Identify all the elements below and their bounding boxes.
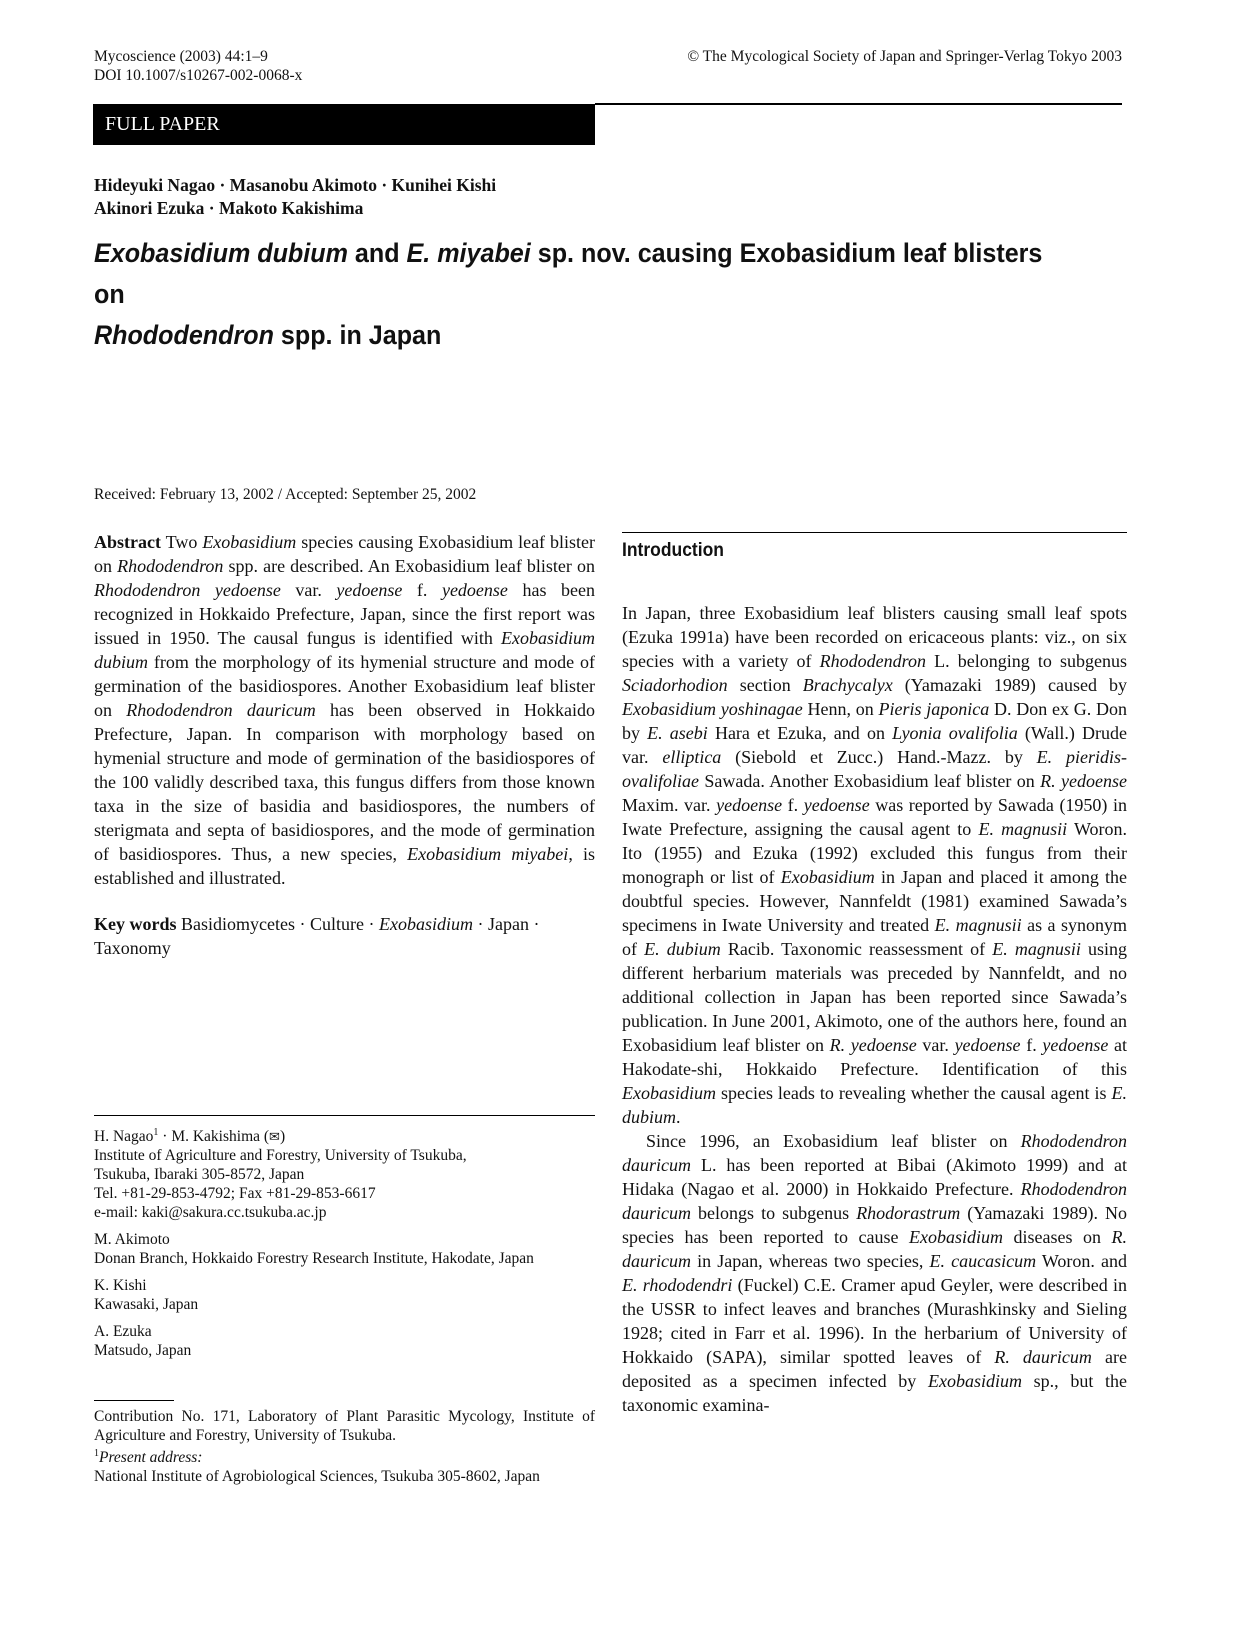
present-label: Present address: xyxy=(99,1449,203,1467)
abstract-text: Exobasidium dubium xyxy=(94,628,595,672)
introduction-text: E. dubium xyxy=(644,939,721,959)
introduction-text: E. dubium xyxy=(622,1083,1127,1127)
introduction-text: Exobasidium xyxy=(908,1227,1003,1247)
introduction-text: Sawada. Another Exobasidium leaf blister on xyxy=(698,771,1041,791)
affiliation-names xyxy=(94,1123,595,1146)
abstract-text: f. xyxy=(402,580,442,600)
introduction-text: Brachycalyx xyxy=(802,675,893,695)
abstract-text: yedoense xyxy=(441,580,508,600)
abstract-text: Exobasidium xyxy=(202,532,297,552)
introduction-text: Exobasidium xyxy=(622,1083,716,1103)
introduction-text: L. has been reported at Bibai (Akimoto 1999) and at Hidaka (Nagao et al. 2000) in Hokkaido Prefecture. xyxy=(622,1155,1127,1199)
introduction-text: as a synonym of xyxy=(622,915,1127,959)
present-address: National Institute of Agrobiological Sciences, Tsukuba 305-8602, Japan xyxy=(94,1467,540,1485)
present-address-label xyxy=(94,1445,595,1468)
contribution-text: Contribution No. 171, Laboratory of Plant Parasitic Mycology, Institute of Agriculture and Forestry, University of Tsukuba. xyxy=(94,1408,595,1444)
abstract-text: Two xyxy=(160,532,203,552)
abstract-label: Abstract xyxy=(94,532,161,552)
introduction-body xyxy=(622,601,1127,1417)
introduction-text: diseases on xyxy=(1002,1227,1112,1247)
introduction-text: Rhododendron xyxy=(819,651,926,671)
introduction-text: D. Don ex G. Don by xyxy=(622,699,1127,743)
journal-citation: Mycoscience (2003) 44:1–9 xyxy=(94,48,268,65)
section-rule xyxy=(622,532,1127,533)
introduction-text: E. magnusii xyxy=(978,819,1068,839)
abstract-text: Rhododendron yedoense xyxy=(94,580,281,600)
introduction-text: E. magnusii xyxy=(934,915,1022,935)
institution: Donan Branch, Hokkaido Forestry Research Institute, Hakodate, Japan xyxy=(94,1250,534,1268)
introduction-text: Since 1996, an Exobasidium leaf blister on xyxy=(646,1131,1021,1151)
introduction-text: Rhodorastrum xyxy=(856,1203,961,1223)
affiliation-nagao-kakishima xyxy=(94,1123,595,1222)
copyright: © The Mycological Society of Japan and Springer-Verlag Tokyo 2003 xyxy=(687,48,1122,65)
authors-line-2: Akinori Ezuka · Makoto Kakishima xyxy=(94,198,364,218)
abstract xyxy=(94,530,595,890)
introduction-text: f. xyxy=(1020,1035,1043,1055)
author-list xyxy=(94,174,496,220)
introduction-text: (Siebold et Zucc.) Hand.-Mazz. by xyxy=(721,747,1037,767)
title-part: and xyxy=(347,238,407,268)
address: Tsukuba, Ibaraki 305-8572, Japan xyxy=(94,1166,305,1184)
affiliations xyxy=(94,1123,595,1368)
abstract-text: yedoense xyxy=(336,580,403,600)
keywords-text: Basidiomycetes · Culture · xyxy=(176,914,379,934)
affiliation-akimoto xyxy=(94,1230,595,1268)
abstract-text: Rhododendron dauricum xyxy=(126,700,316,720)
author-name: K. Kishi xyxy=(94,1277,147,1295)
affiliation-kishi xyxy=(94,1276,595,1314)
introduction-text: E. magnusii xyxy=(992,939,1081,959)
introduction-text: Exobasidium xyxy=(927,1371,1022,1391)
keywords-text: · Japan · Taxonomy xyxy=(94,914,540,958)
introduction-text: was reported by Sawada (1950) in Iwate Prefecture, assigning the causal agent to xyxy=(622,795,1127,839)
abstract-text: , is established and illustrated. xyxy=(94,844,595,888)
abstract-text: has been recognized in Hokkaido Prefecture, Japan, since the first report was issued in 1950. The causal fungus is identified with xyxy=(94,580,595,648)
author-name: A. Ezuka xyxy=(94,1323,152,1341)
introduction-text: Racib. Taxonomic reassessment of xyxy=(720,939,993,959)
introduction-text: yedoense xyxy=(716,795,783,815)
introduction-text: in Japan, whereas two species, xyxy=(691,1251,930,1271)
footnote-mark: 1 xyxy=(94,1448,99,1459)
phone-fax: Tel. +81-29-853-4792; Fax +81-29-853-6617 xyxy=(94,1185,376,1203)
abstract-text: spp. are described. An Exobasidium leaf blister on xyxy=(223,556,595,576)
envelope-icon: ✉ xyxy=(269,1129,280,1145)
introduction-text: R. dauricum xyxy=(622,1227,1127,1271)
keywords-label: Key words xyxy=(94,914,177,934)
introduction-text: sp., but the taxonomic examina- xyxy=(622,1371,1127,1415)
abstract-text: species causing Exobasidium leaf blister on xyxy=(94,532,595,576)
affiliation-ezuka xyxy=(94,1322,595,1360)
introduction-text: (Yamazaki 1989). No species has been reported to cause xyxy=(622,1203,1127,1247)
paper-title xyxy=(94,233,1043,356)
introduction-text: yedoense xyxy=(954,1035,1021,1055)
paren: ) xyxy=(279,1128,286,1146)
authors-line-1: Hideyuki Nagao · Masanobu Akimoto · Kunihei Kishi xyxy=(94,175,497,195)
author-name: H. Nagao xyxy=(94,1128,154,1146)
abstract-text: from the morphology of its hymenial structure and mode of germination of the basidiospores. Another Exobasidium leaf blister on xyxy=(94,652,595,720)
introduction-text: (Yamazaki 1989) caused by xyxy=(892,675,1127,695)
keywords xyxy=(94,912,595,960)
introduction-text: R. dauricum xyxy=(994,1347,1092,1367)
affiliation-rule xyxy=(94,1115,595,1116)
introduction-text: Henn, on xyxy=(802,699,879,719)
author-name: · M. Kakishima ( xyxy=(158,1128,270,1146)
introduction-text: var. xyxy=(916,1035,955,1055)
introduction-text: Sciadorhodion xyxy=(622,675,728,695)
footnote-rule xyxy=(94,1400,174,1401)
introduction-text: yedoense xyxy=(803,795,870,815)
introduction-text: in Japan and placed it among the doubtful species. However, Nannfeldt (1981) examined Sawada’s specimens in Iwate University and treated xyxy=(622,867,1127,935)
introduction-text: at Hakodate-shi, Hokkaido Prefecture. Identification of this xyxy=(622,1035,1127,1079)
footnote-mark: 1 xyxy=(153,1127,159,1138)
title-part: Exobasidium dubium xyxy=(94,238,348,268)
introduction-text: E. caucasicum xyxy=(929,1251,1037,1271)
introduction-text: (Wall.) Drude var. xyxy=(622,723,1127,767)
author-name: M. Akimoto xyxy=(94,1231,170,1249)
introduction-text: species leads to revealing whether the causal agent is xyxy=(716,1083,1112,1103)
introduction-text: E. pieridis-ovalifoliae xyxy=(622,747,1127,791)
contribution-note xyxy=(94,1408,595,1486)
introduction-text: Exobasidium xyxy=(780,867,875,887)
title-part: E. miyabei xyxy=(406,238,531,268)
introduction-paragraph-2 xyxy=(622,1129,1127,1417)
introduction-text: Woron. Ito (1955) and Ezuka (1992) excluded this fungus from their monograph or list of xyxy=(622,819,1127,887)
introduction-text: R. yedoense xyxy=(1040,771,1127,791)
introduction-text: Pieris japonica xyxy=(878,699,990,719)
institution: Institute of Agriculture and Forestry, University of Tsukuba, xyxy=(94,1147,467,1165)
introduction-text: Lyonia ovalifolia xyxy=(892,723,1018,743)
introduction-paragraph-1 xyxy=(622,601,1127,1129)
introduction-text: elliptica xyxy=(662,747,722,767)
abstract-text: Rhododendron xyxy=(117,556,224,576)
location: Kawasaki, Japan xyxy=(94,1296,199,1314)
introduction-text: are deposited as a specimen infected by xyxy=(622,1347,1127,1391)
introduction-text: section xyxy=(727,675,803,695)
introduction-text: using different herbarium materials was preceded by Nannfeldt, and no additional collection in Japan has been reported since Sawada’s publication. In June 2001, Akimoto, one of the authors here, found an Exobasidium leaf blister on xyxy=(622,939,1127,1055)
abstract-text: has been observed in Hokkaido Prefecture, Japan. In comparison with morphology based on hymenial structure and mode of germination of the basidiospores of the 100 validly described taxa, this fungus differs from those known taxa in the size of basidia and basidiospores, the numbers of sterigmata and septa of basidiospores, and the mode of germination of basidiospores. Thus, a new species, xyxy=(94,700,595,864)
introduction-text: (Fuckel) C.E. Cramer apud Geyler, were described in the USSR to infect leaves and branches (Murashkinsky and Sieling 1928; cited in Farr et al. 1996). In the herbarium of University of Hokkaido (SAPA), similar spotted leaves of xyxy=(622,1275,1128,1367)
title-part: Rhododendron xyxy=(94,320,274,350)
title-part: sp. nov. causing Exobasidium leaf blisters on xyxy=(94,238,1043,309)
email: e-mail: kaki@sakura.cc.tsukuba.ac.jp xyxy=(94,1204,327,1222)
abstract-text: Exobasidium miyabei xyxy=(407,844,569,864)
introduction-text: E. asebi xyxy=(647,723,708,743)
title-part: spp. in Japan xyxy=(273,320,442,350)
introduction-text: f. xyxy=(782,795,804,815)
introduction-text: Maxim. var. xyxy=(622,795,717,815)
introduction-text: Exobasidium yoshinagae xyxy=(622,699,803,719)
section-heading-introduction: Introduction xyxy=(622,540,724,561)
introduction-text: . xyxy=(676,1107,681,1127)
introduction-text: Rhododendron dauricum xyxy=(622,1131,1127,1175)
abstract-column xyxy=(94,530,595,960)
header-rule xyxy=(595,103,1122,105)
introduction-text: Hara et Ezuka, and on xyxy=(707,723,893,743)
keywords-text: Exobasidium xyxy=(378,914,473,934)
introduction-text: Woron. and xyxy=(1036,1251,1127,1271)
introduction-text: L. belonging to subgenus xyxy=(925,651,1127,671)
introduction-text: R. yedoense xyxy=(829,1035,917,1055)
introduction-text: belongs to subgenus xyxy=(691,1203,857,1223)
received-dates: Received: February 13, 2002 / Accepted: September 25, 2002 xyxy=(94,486,477,503)
introduction-text: In Japan, three Exobasidium leaf blisters causing small leaf spots (Ezuka 1991a) have been recorded on ericaceous plants: viz., on six species with a variety of xyxy=(622,603,1127,671)
location: Matsudo, Japan xyxy=(94,1342,192,1360)
doi: DOI 10.1007/s10267-002-0068-x xyxy=(94,67,303,84)
introduction-text: yedoense xyxy=(1042,1035,1109,1055)
introduction-text: E. rhododendri xyxy=(622,1275,733,1295)
abstract-text: var. xyxy=(280,580,337,600)
introduction-text: Rhododendron dauricum xyxy=(622,1179,1127,1223)
article-type-banner: FULL PAPER xyxy=(93,104,595,145)
